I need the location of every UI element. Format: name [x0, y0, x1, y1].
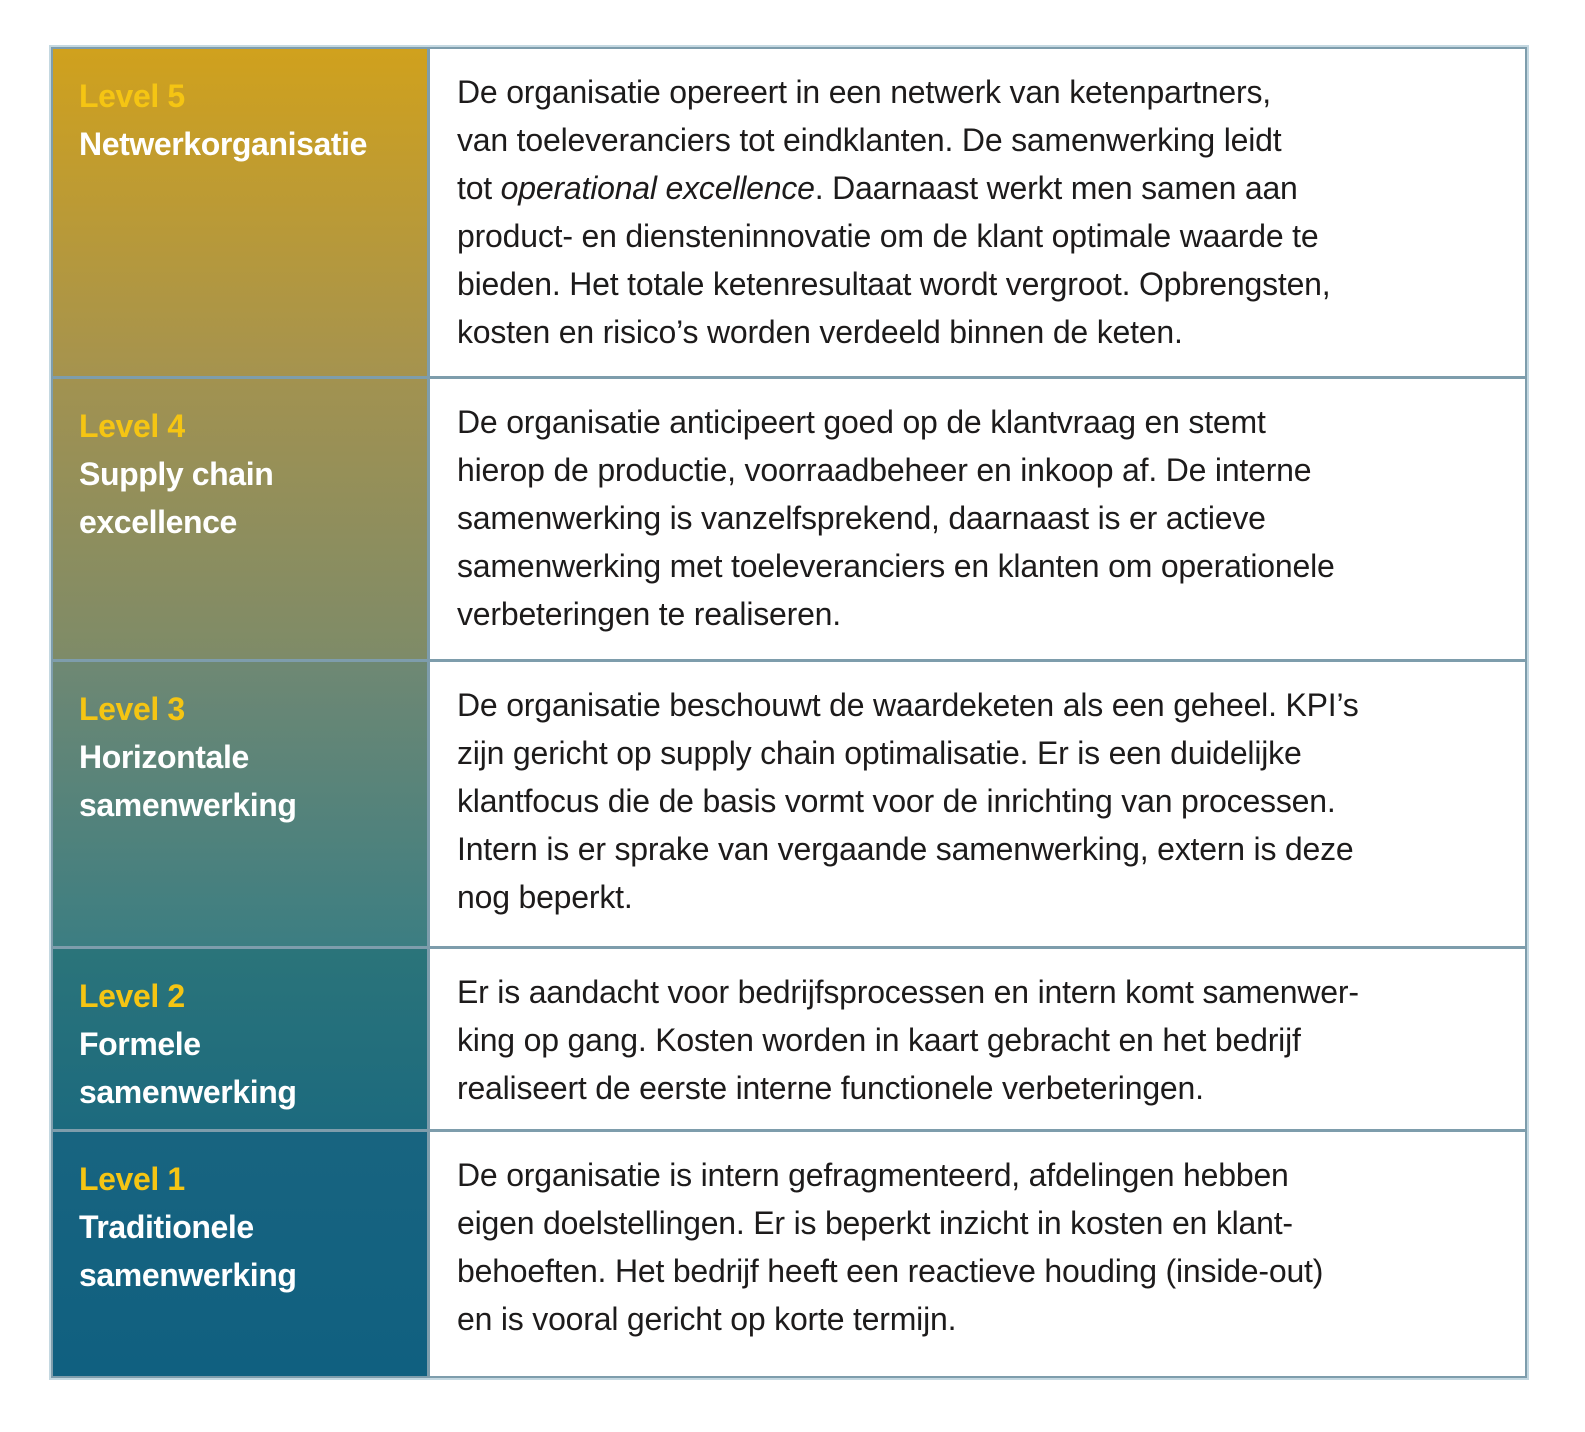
description-line: en is vooral gericht op korte termijn.	[457, 1301, 957, 1337]
level-1-title: Traditionele	[79, 1209, 254, 1245]
description-text: . Daarnaast werkt men samen aan	[814, 170, 1298, 206]
italic-phrase: operational excellence	[500, 170, 815, 206]
description-line: kosten en risico’s worden verdeeld binnen de keten.	[457, 314, 1183, 350]
description-line: zijn gericht op supply chain optimalisatie. Er is een duidelijke	[457, 735, 1302, 771]
description-line: behoeften. Het bedrijf heeft een reactieve houding (inside-out)	[457, 1253, 1324, 1289]
level-1-description-cell	[430, 1132, 1525, 1376]
maturity-levels-table	[51, 47, 1527, 1378]
level-1-label: Level 1	[79, 1161, 185, 1197]
description-line: samenwerking met toeleveranciers en klanten om operationele	[457, 548, 1335, 584]
level-4-title: Supply chain	[79, 456, 274, 492]
level-2-label: Level 2	[79, 978, 185, 1014]
description-line: De organisatie anticipeert goed op de klantvraag en stemt	[457, 404, 1266, 440]
level-5-title: Netwerkorganisatie	[79, 126, 368, 162]
description-line: samenwerking is vanzelfsprekend, daarnaast is er actieve	[457, 500, 1266, 536]
level-3-description-cell	[430, 662, 1525, 949]
description-text: tot	[457, 170, 501, 206]
description-line: verbeteringen te realiseren.	[457, 596, 841, 632]
level-3-cell	[53, 662, 430, 949]
description-line: De organisatie beschouwt de waardeketen als een geheel. KPI’s	[457, 687, 1359, 723]
description-line	[457, 164, 1507, 212]
description-line: Er is aandacht voor bedrijfsprocessen en intern komt samenwer-	[457, 974, 1359, 1010]
level-2-title: samenwerking	[79, 1074, 297, 1110]
level-5-label: Level 5	[79, 78, 185, 114]
level-3-label: Level 3	[79, 691, 185, 727]
description-line: realiseert de eerste interne functionele verbeteringen.	[457, 1070, 1204, 1106]
description-line: nog beperkt.	[457, 879, 633, 915]
level-4-cell	[53, 379, 430, 662]
description-line: product- en diensteninnovatie om de klant optimale waarde te	[457, 218, 1319, 254]
description-line: klantfocus die de basis vormt voor de inrichting van processen.	[457, 783, 1336, 819]
level-2-title: Formele	[79, 1026, 201, 1062]
description-line: king op gang. Kosten worden in kaart gebracht en het bedrijf	[457, 1022, 1301, 1058]
level-4-label: Level 4	[79, 408, 185, 444]
description-line: De organisatie opereert in een netwerk van ketenpartners,	[457, 74, 1271, 110]
level-4-title: excellence	[79, 504, 237, 540]
level-5-cell	[53, 49, 430, 379]
level-4-description-cell	[430, 379, 1525, 662]
description-line: van toeleveranciers tot eindklanten. De samenwerking leidt	[457, 122, 1282, 158]
description-line: De organisatie is intern gefragmenteerd, afdelingen hebben	[457, 1157, 1289, 1193]
level-3-title: samenwerking	[79, 787, 297, 823]
description-line: hierop de productie, voorraadbeheer en inkoop af. De interne	[457, 452, 1312, 488]
description-line: eigen doelstellingen. Er is beperkt inzicht in kosten en klant-	[457, 1205, 1293, 1241]
level-5-description-cell	[430, 49, 1525, 379]
level-2-cell	[53, 949, 430, 1132]
level-1-title: samenwerking	[79, 1257, 297, 1293]
level-1-cell	[53, 1132, 430, 1376]
level-2-description-cell	[430, 949, 1525, 1132]
description-line: Intern is er sprake van vergaande samenwerking, extern is deze	[457, 831, 1354, 867]
description-line: bieden. Het totale ketenresultaat wordt vergroot. Opbrengsten,	[457, 266, 1331, 302]
level-3-title: Horizontale	[79, 739, 249, 775]
